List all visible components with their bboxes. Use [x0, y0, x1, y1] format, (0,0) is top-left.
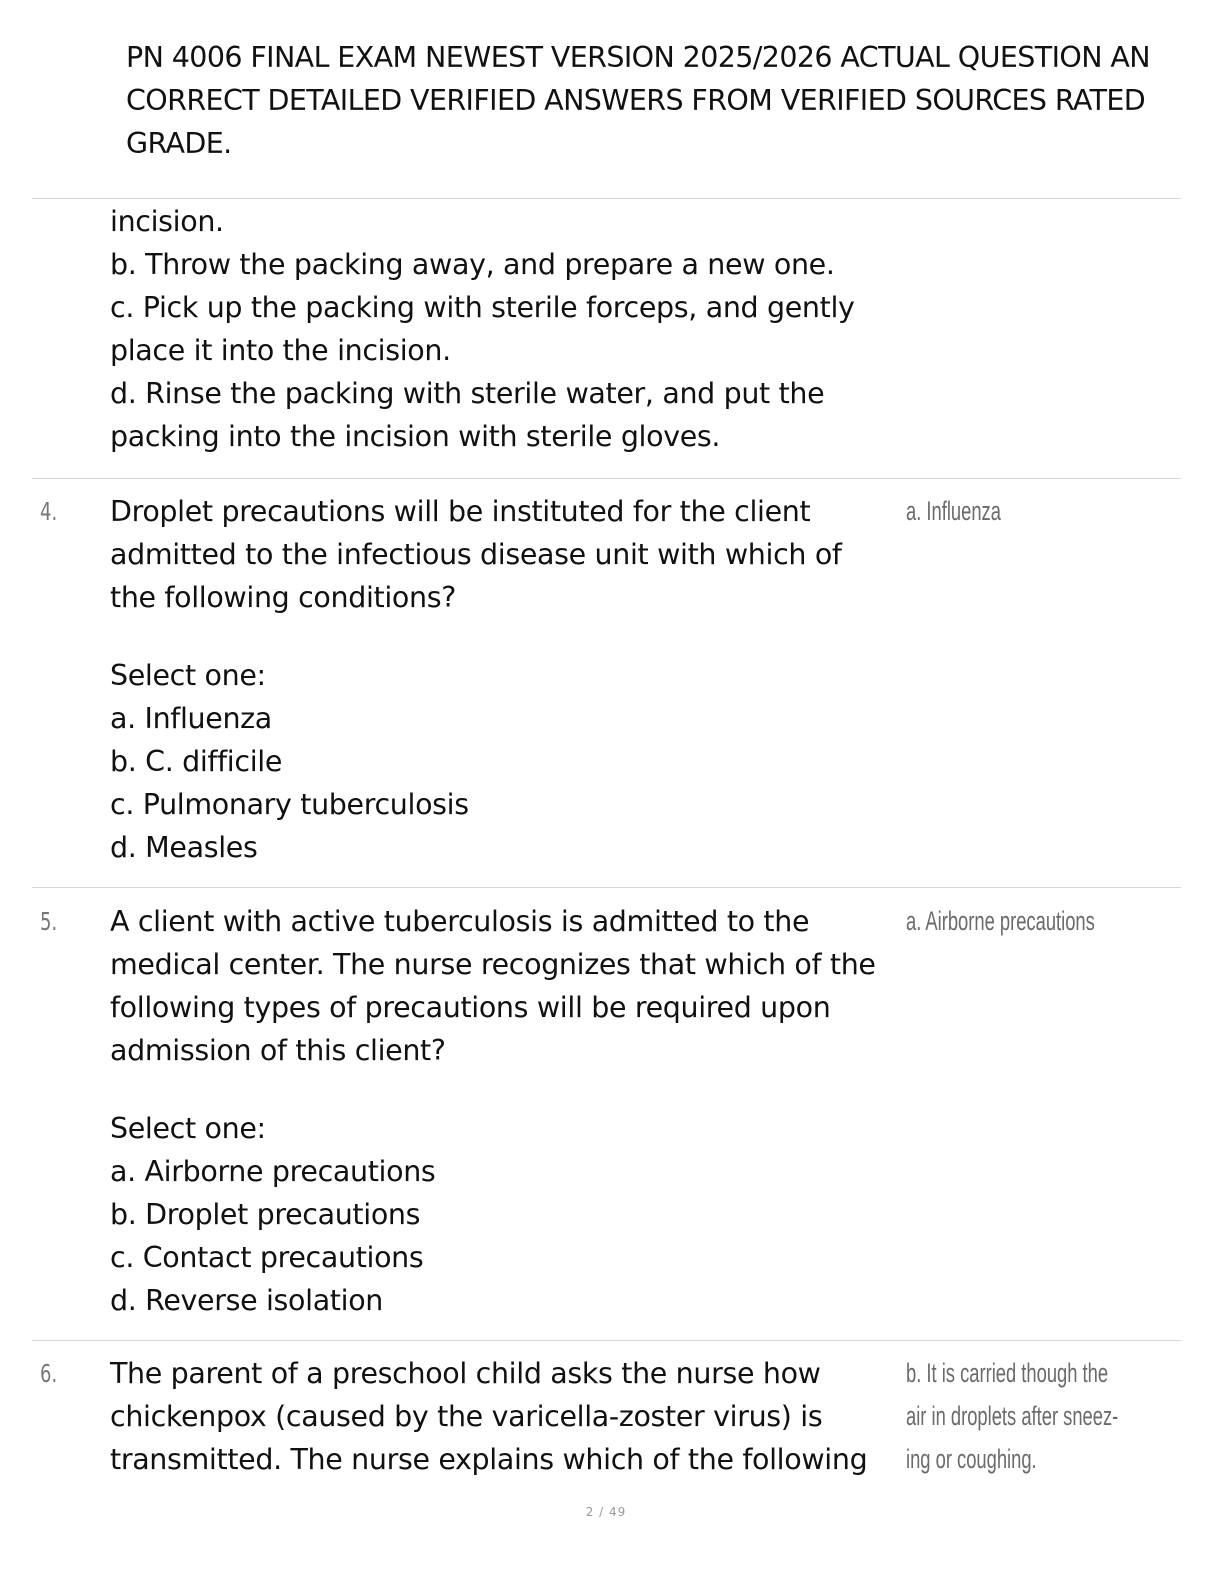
divider: [32, 1340, 1181, 1341]
question-text-line: A client with active tuberculosis is admitted to the: [110, 905, 810, 938]
divider: [32, 198, 1181, 199]
continued-question-options: [110, 200, 900, 458]
option-line: incision.: [110, 205, 224, 238]
question-text-line: following types of precautions will be required upon: [110, 991, 831, 1024]
select-prompt: Select one:: [110, 1112, 266, 1145]
question-text-line: Droplet precautions will be instituted for the client: [110, 495, 811, 528]
page-number: 2 / 49: [585, 1505, 627, 1519]
question-number: 4.: [40, 497, 58, 526]
answer-line: b. It is carried though the: [906, 1358, 1109, 1388]
answer-line: ing or coughing.: [906, 1444, 1037, 1474]
question-number: 5.: [40, 907, 58, 936]
answer: [906, 490, 1192, 533]
option-line: d. Rinse the packing with sterile water, and put the: [110, 377, 825, 410]
answer-line: air in droplets after sneez-: [906, 1401, 1119, 1431]
question-text-line: medical center. The nurse recognizes that which of the: [110, 948, 876, 981]
answer: [906, 900, 1192, 943]
option-item: c. Contact precautions: [110, 1241, 424, 1274]
question-5: [110, 900, 900, 1322]
question-text-line: The parent of a preschool child asks the nurse how: [110, 1357, 821, 1390]
answer-line: a. Airborne precautions: [906, 906, 1095, 936]
select-prompt: Select one:: [110, 659, 266, 692]
option-item: b. C. difficile: [110, 745, 283, 778]
question-text-line: transmitted. The nurse explains which of the following: [110, 1443, 868, 1476]
option-line: place it into the incision.: [110, 334, 451, 367]
header-line: PN 4006 FINAL EXAM NEWEST VERSION 2025/2026 ACTUAL QUESTION AN: [126, 41, 1151, 74]
header-line: CORRECT DETAILED VERIFIED ANSWERS FROM VERIFIED SOURCES RATED: [126, 84, 1146, 117]
question-text-line: the following conditions?: [110, 581, 457, 614]
option-item: a. Influenza: [110, 702, 272, 735]
question-text-line: admission of this client?: [110, 1034, 446, 1067]
option-item: a. Airborne precautions: [110, 1155, 436, 1188]
option-line: packing into the incision with sterile gloves.: [110, 420, 721, 453]
option-item: d. Reverse isolation: [110, 1284, 384, 1317]
question-text-line: admitted to the infectious disease unit with which of: [110, 538, 842, 571]
divider: [32, 478, 1181, 479]
option-item: b. Droplet precautions: [110, 1198, 421, 1231]
answer: [906, 1352, 1192, 1481]
divider: [32, 887, 1181, 888]
question-text-line: chickenpox (caused by the varicella-zoster virus) is: [110, 1400, 823, 1433]
answer-line: a. Influenza: [906, 496, 1001, 526]
option-line: b. Throw the packing away, and prepare a new one.: [110, 248, 835, 281]
question-4: [110, 490, 900, 869]
option-item: d. Measles: [110, 831, 258, 864]
option-line: c. Pick up the packing with sterile forceps, and gently: [110, 291, 855, 324]
question-number: 6.: [40, 1359, 58, 1388]
document-header: [126, 36, 1224, 165]
question-6: [110, 1352, 900, 1481]
option-item: c. Pulmonary tuberculosis: [110, 788, 469, 821]
header-line: GRADE.: [126, 127, 232, 160]
